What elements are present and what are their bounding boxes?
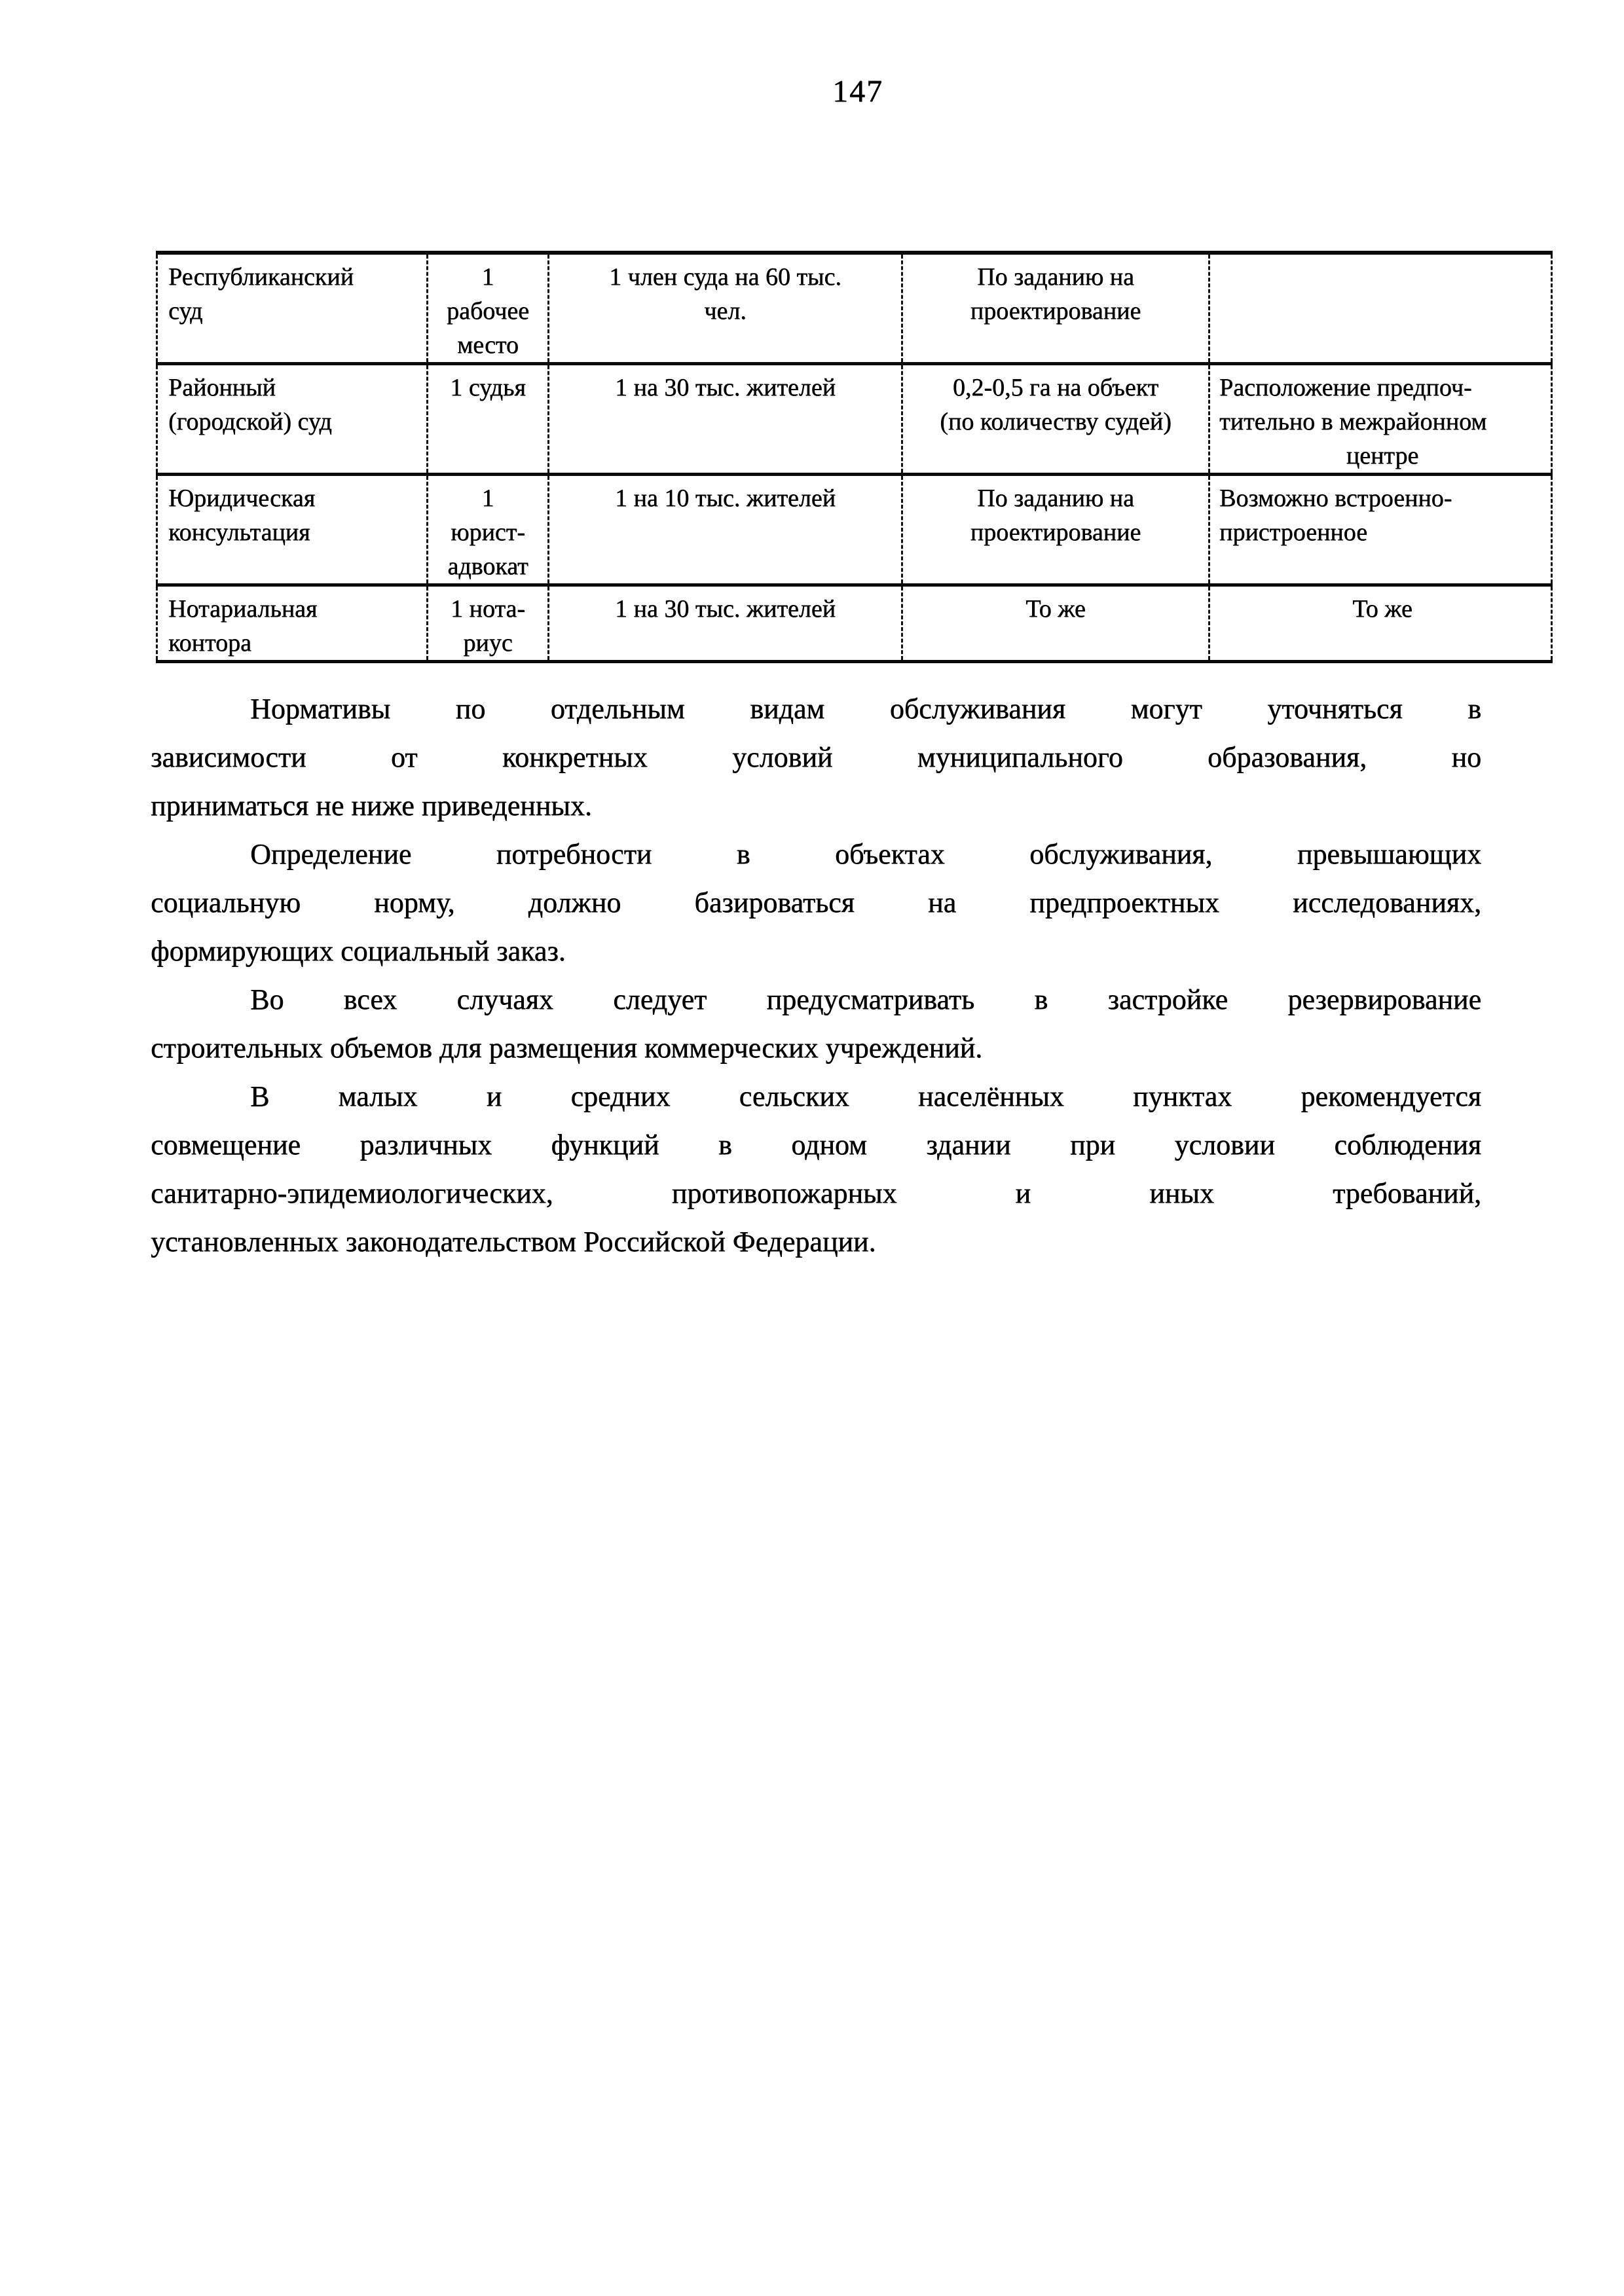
cell-line: 1 нота- bbox=[451, 595, 525, 623]
cell-line: контора bbox=[168, 629, 251, 657]
paragraph-line: санитарно-эпидемиологических, противопожарных и иных требований, bbox=[151, 1177, 1481, 1209]
cell-line: 1 bbox=[481, 484, 494, 512]
body-paragraphs bbox=[151, 685, 1481, 1266]
table-cell bbox=[902, 475, 1209, 585]
service-norms-table bbox=[156, 251, 1553, 663]
cell-line: То же bbox=[1025, 595, 1086, 623]
table-cell bbox=[428, 585, 549, 662]
cell-line: 0,2-0,5 га на объект bbox=[952, 374, 1159, 401]
paragraph-line: формирующих социальный заказ. bbox=[151, 935, 566, 967]
paragraph-line: строительных объемов для размещения коммерческих учреждений. bbox=[151, 1032, 983, 1064]
cell-line: пристроенное bbox=[1219, 519, 1367, 546]
cell-line: Юридическая bbox=[168, 484, 316, 512]
table-row bbox=[157, 475, 1552, 585]
table-cell bbox=[428, 253, 549, 364]
paragraph bbox=[151, 685, 1481, 830]
cell-line: проектирование bbox=[970, 297, 1141, 325]
table-cell bbox=[1209, 475, 1552, 585]
cell-line: юрист- bbox=[451, 519, 525, 546]
table-cell bbox=[902, 585, 1209, 662]
cell-line: Расположение предпоч- bbox=[1219, 374, 1472, 401]
table-cell bbox=[549, 364, 902, 475]
cell-line: Возможно встроенно- bbox=[1219, 484, 1452, 512]
cell-line: По заданию на bbox=[977, 263, 1134, 291]
paragraph-line: зависимости от конкретных условий муниципального образования, но bbox=[151, 741, 1481, 773]
table-cell bbox=[157, 585, 428, 662]
table-row bbox=[157, 585, 1552, 662]
cell-line: 1 bbox=[481, 263, 494, 291]
cell-line: место bbox=[457, 331, 519, 359]
table-cell bbox=[549, 475, 902, 585]
cell-line: (городской) суд bbox=[168, 408, 332, 435]
paragraph bbox=[151, 975, 1481, 1072]
table-row bbox=[157, 253, 1552, 364]
cell-line: адвокат bbox=[447, 553, 528, 580]
table-cell bbox=[902, 253, 1209, 364]
paragraph-line: Во всех случаях следует предусматривать в застройке резервирование bbox=[250, 983, 1481, 1015]
cell-line: проектирование bbox=[970, 519, 1141, 546]
table-cell bbox=[549, 585, 902, 662]
cell-line: 1 член суда на 60 тыс. bbox=[609, 263, 841, 291]
cell-line: 1 на 30 тыс. жителей bbox=[615, 374, 836, 401]
table-cell bbox=[428, 364, 549, 475]
table-cell bbox=[902, 364, 1209, 475]
table-row bbox=[157, 364, 1552, 475]
cell-line: По заданию на bbox=[977, 484, 1134, 512]
table-cell bbox=[157, 364, 428, 475]
cell-line: тительно в межрайонном bbox=[1219, 408, 1487, 435]
cell-line: центре bbox=[1346, 442, 1419, 469]
cell-line: Районный bbox=[168, 374, 276, 401]
cell-line: суд bbox=[168, 297, 203, 325]
paragraph bbox=[151, 1072, 1481, 1266]
paragraph-line: приниматься не ниже приведенных. bbox=[151, 790, 592, 822]
paragraph-line: Нормативы по отдельным видам обслуживания могут уточняться в bbox=[250, 693, 1481, 725]
cell-line: 1 на 10 тыс. жителей bbox=[615, 484, 836, 512]
table-cell bbox=[1209, 364, 1552, 475]
paragraph-line: совмещение различных функций в одном здании при условии соблюдения bbox=[151, 1129, 1481, 1161]
cell-line: Нотариальная bbox=[168, 595, 318, 623]
cell-line: рабочее bbox=[446, 297, 530, 325]
cell-line: (по количеству судей) bbox=[940, 408, 1172, 435]
paragraph-line: В малых и средних сельских населённых пунктах рекомендуется bbox=[250, 1080, 1481, 1112]
cell-line: Республиканский bbox=[168, 263, 354, 291]
paragraph-line: установленных законодательством Российской Федерации. bbox=[151, 1226, 876, 1258]
table-cell bbox=[1209, 585, 1552, 662]
paragraph-line: социальную норму, должно базироваться на предпроектных исследованиях, bbox=[151, 886, 1481, 919]
cell-line: То же bbox=[1352, 595, 1412, 623]
cell-line: 1 судья bbox=[450, 374, 526, 401]
page-number: 147 bbox=[832, 74, 883, 109]
table-cell bbox=[157, 253, 428, 364]
paragraph-line: Определение потребности в объектах обслуживания, превышающих bbox=[250, 838, 1481, 870]
cell-line: консультация bbox=[168, 519, 310, 546]
table-cell bbox=[1209, 253, 1552, 364]
table-cell bbox=[157, 475, 428, 585]
cell-line: чел. bbox=[704, 297, 747, 325]
cell-line: риус bbox=[463, 629, 513, 657]
table-cell bbox=[549, 253, 902, 364]
paragraph bbox=[151, 830, 1481, 975]
cell-line: 1 на 30 тыс. жителей bbox=[615, 595, 836, 623]
table-cell bbox=[428, 475, 549, 585]
